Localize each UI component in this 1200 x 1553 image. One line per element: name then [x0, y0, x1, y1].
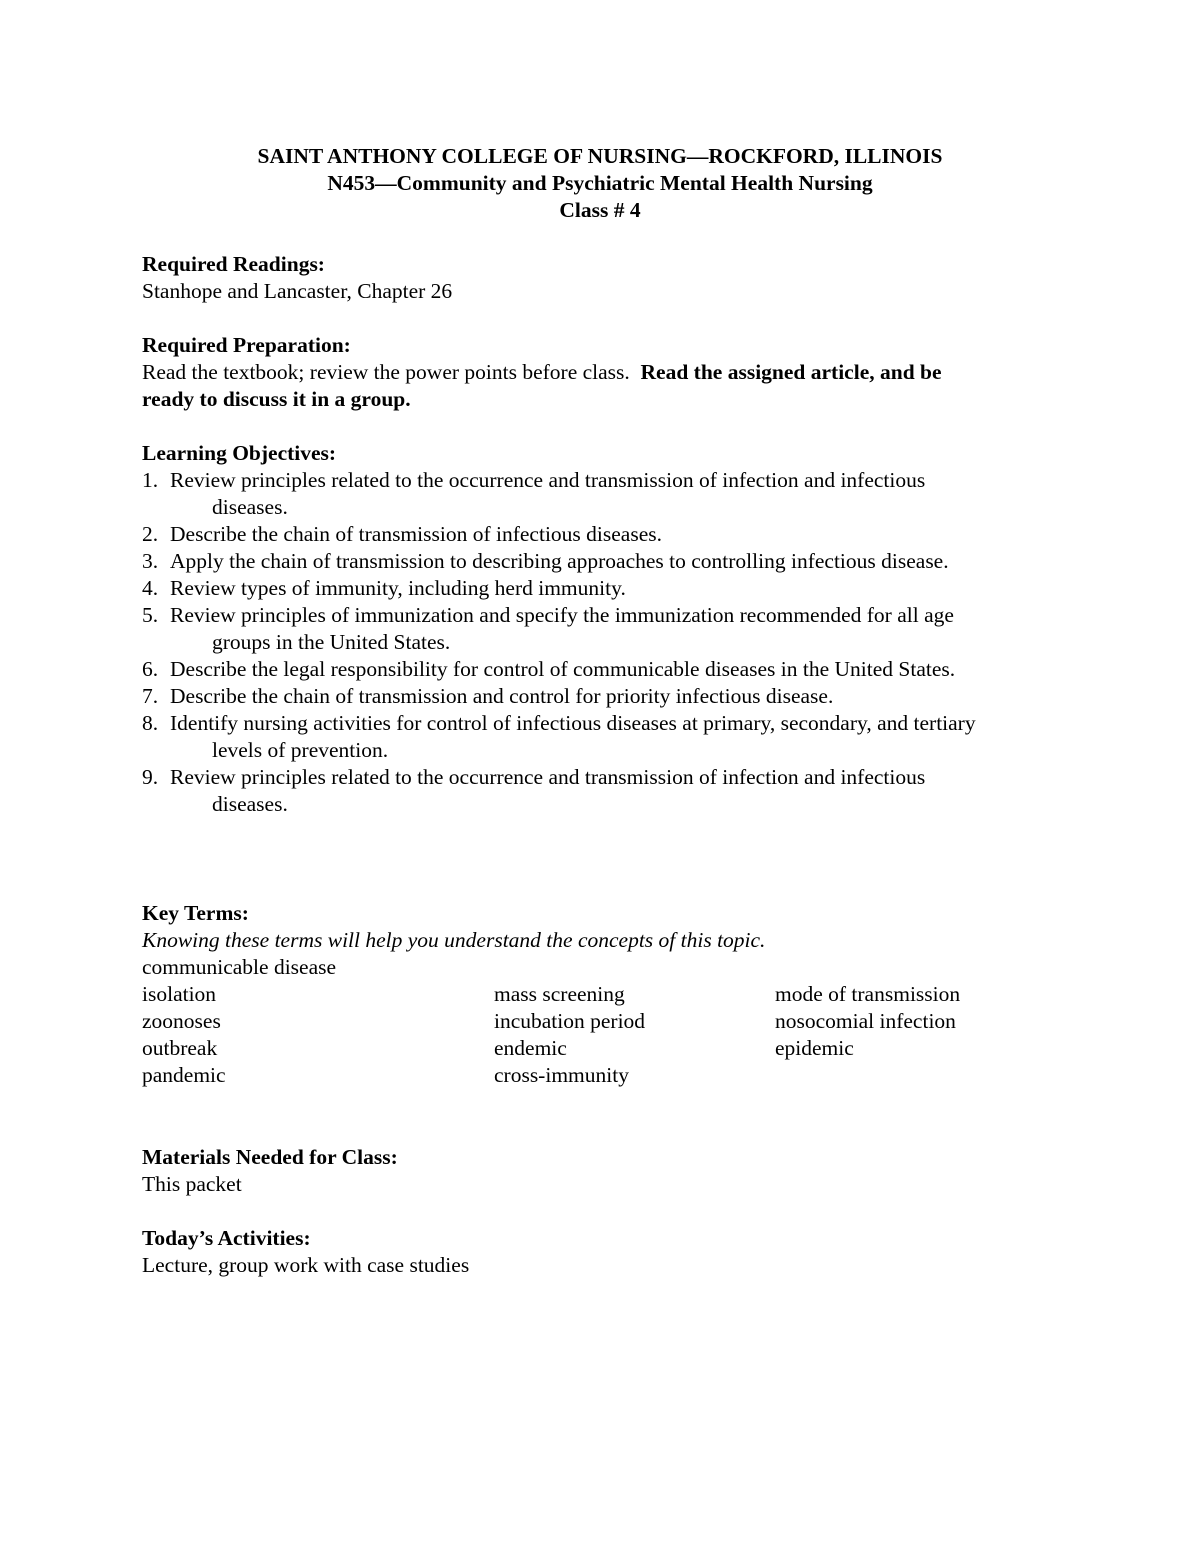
materials-text: This packet — [142, 1172, 242, 1196]
learning-objectives-section — [142, 440, 1062, 818]
class-number: Class # 4 — [559, 198, 641, 222]
required-readings-heading: Required Readings: — [142, 252, 325, 276]
required-preparation-heading: Required Preparation: — [142, 333, 351, 357]
materials-heading: Materials Needed for Class: — [142, 1145, 398, 1169]
objective-item — [142, 602, 1062, 656]
objective-text-continuation: diseases. — [212, 792, 288, 816]
objective-text-continuation: groups in the United States. — [212, 630, 451, 654]
key-term: mode of transmission — [775, 982, 961, 1006]
learning-objectives-heading: Learning Objectives: — [142, 441, 337, 465]
key-terms-row — [142, 981, 1062, 1008]
required-preparation-section — [142, 332, 1062, 413]
document-header — [0, 143, 1200, 224]
required-preparation-line1 — [142, 359, 1062, 386]
key-terms-row — [142, 1062, 1062, 1089]
objective-text: Review types of immunity, including herd immunity. — [170, 576, 626, 600]
key-term: endemic — [494, 1036, 567, 1060]
key-term: outbreak — [142, 1036, 218, 1060]
key-terms-row — [142, 1035, 1062, 1062]
key-term: pandemic — [142, 1063, 226, 1087]
key-terms-section — [142, 900, 1062, 1089]
objective-text: Apply the chain of transmission to describing approaches to controlling infectious disease. — [170, 549, 949, 573]
preparation-plain-text: Read the textbook; review the power points before class. — [142, 360, 641, 384]
key-term: cross-immunity — [494, 1063, 629, 1087]
activities-section — [142, 1225, 1062, 1279]
objective-item — [142, 656, 1062, 683]
objective-item — [142, 683, 1062, 710]
objective-number: 2. — [142, 522, 159, 546]
materials-section — [142, 1144, 1062, 1198]
objective-text-continuation: diseases. — [212, 495, 288, 519]
key-term: mass screening — [494, 982, 625, 1006]
objective-number: 4. — [142, 576, 159, 600]
objective-number: 9. — [142, 765, 159, 789]
college-title: SAINT ANTHONY COLLEGE OF NURSING—ROCKFORD, ILLINOIS — [257, 144, 943, 168]
objective-item — [142, 467, 1062, 521]
objective-text: Review principles of immunization and specify the immunization recommended for all age — [170, 603, 954, 627]
key-terms-row — [142, 1008, 1062, 1035]
objective-item — [142, 548, 1062, 575]
key-term-first: communicable disease — [142, 955, 337, 979]
required-readings-text: Stanhope and Lancaster, Chapter 26 — [142, 279, 453, 303]
activities-heading: Today’s Activities: — [142, 1226, 311, 1250]
objective-number: 5. — [142, 603, 159, 627]
objective-text: Describe the chain of transmission and control for priority infectious disease. — [170, 684, 834, 708]
objective-number: 3. — [142, 549, 159, 573]
key-term: isolation — [142, 982, 217, 1006]
objective-number: 8. — [142, 711, 159, 735]
objective-item — [142, 521, 1062, 548]
preparation-bold-text-1: Read the assigned article, and be — [640, 360, 942, 384]
key-terms-grid — [142, 981, 1062, 1089]
key-term: incubation period — [494, 1009, 646, 1033]
objective-text: Review principles related to the occurrence and transmission of infection and infectious — [170, 468, 926, 492]
objective-text: Review principles related to the occurrence and transmission of infection and infectious — [170, 765, 926, 789]
objective-text-continuation: levels of prevention. — [212, 738, 389, 762]
objective-text: Describe the chain of transmission of infectious diseases. — [170, 522, 662, 546]
objective-item — [142, 710, 1062, 764]
key-terms-subtitle: Knowing these terms will help you understand the concepts of this topic. — [142, 928, 766, 952]
key-terms-heading: Key Terms: — [142, 901, 249, 925]
course-title: N453—Community and Psychiatric Mental Health Nursing — [327, 171, 873, 195]
objective-text: Describe the legal responsibility for control of communicable diseases in the United States. — [170, 657, 956, 681]
key-term: nosocomial infection — [775, 1009, 956, 1033]
objective-text: Identify nursing activities for control of infectious diseases at primary, secondary, and tertiary — [170, 711, 976, 735]
objective-item — [142, 764, 1062, 818]
objective-number: 1. — [142, 468, 159, 492]
key-term: zoonoses — [142, 1009, 221, 1033]
objective-item — [142, 575, 1062, 602]
objectives-list — [142, 467, 1062, 818]
key-term: epidemic — [775, 1036, 854, 1060]
activities-text: Lecture, group work with case studies — [142, 1253, 470, 1277]
required-readings-section — [142, 251, 1062, 305]
objective-number: 6. — [142, 657, 159, 681]
preparation-bold-text-2: ready to discuss it in a group. — [142, 387, 411, 411]
objective-number: 7. — [142, 684, 159, 708]
